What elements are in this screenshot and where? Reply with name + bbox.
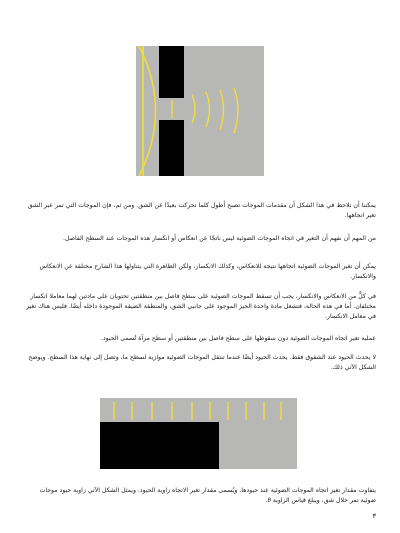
paragraph-3: يمكن أن تغير الموجات الضوئية اتجاهها نتيجة للانعكاس، وكذلك الانكسار، ولكن الظاهرة التي يتناولها هذا الشارح مختلفة عن الانعكاس والانكسار. bbox=[39, 263, 376, 280]
surface-block bbox=[100, 422, 219, 469]
paragraph-4: في كلٍّ من الانعكاس والانكسار، يجب أن تسقط الموجات الضوئية على سطح فاصل بين منطقتين تحتويان على مادتين لهما معاملا انكسار مختلفان. أما في هذه الحالة، فتشغل مادة واحدة الحيز الموجود على جانبي الشق، والمنطقة الضيقة الموجودة داخله أيضًا. فليس هناك تغير في معامل الانكسار. bbox=[26, 293, 376, 320]
paragraph-6: لا يحدث الحيود عند الشقوق فقط. يحدث الحيود أيضًا عندما تنتقل الموجات الضوئية موازية لسطح ما، وتصل إلى نهاية هذا السطح. ويوضح الشكل الآتي ذلك. bbox=[28, 354, 376, 371]
paragraph-1: يمكننا أن نلاحظ في هذا الشكل أن مقدمات الموجات تصبح أطول كلما تحركت بعيدًا عن الشق. ومن ثم، فإن الموجات التي تمر عبر الشق تغير اتجاهها. bbox=[27, 202, 376, 219]
paragraph-2: من المهم أن نفهم أن التغير في اتجاه الموجات الضوئية ليس ناتجًا عن انعكاس أو انكسار هذه الموجات عند السطح الفاصل. bbox=[63, 235, 376, 242]
paragraph-7: يتفاوت مقدار تغير اتجاه الموجات الضوئية عند حيودها. ويُسمى مقدار تغير الاتجاه زاوية الحيود. ويمثل الشكل الآتي زاوية حيود موجات ضوئية تمر خلال شق، ويبلغ قياس الزاوية 𝜃. bbox=[39, 487, 376, 504]
barrier-top bbox=[159, 46, 184, 98]
barrier-bottom bbox=[159, 120, 184, 176]
page-number: ٣ bbox=[372, 512, 376, 520]
slit-diffraction-figure bbox=[136, 46, 264, 176]
edge-diffraction-figure bbox=[100, 398, 297, 469]
paragraph-5: عملية تغير اتجاه الموجات الضوئية دون سقوطها على سطح فاصل بين منطقتين أو سطح مرآة تُسمى الحيود. bbox=[100, 335, 376, 342]
